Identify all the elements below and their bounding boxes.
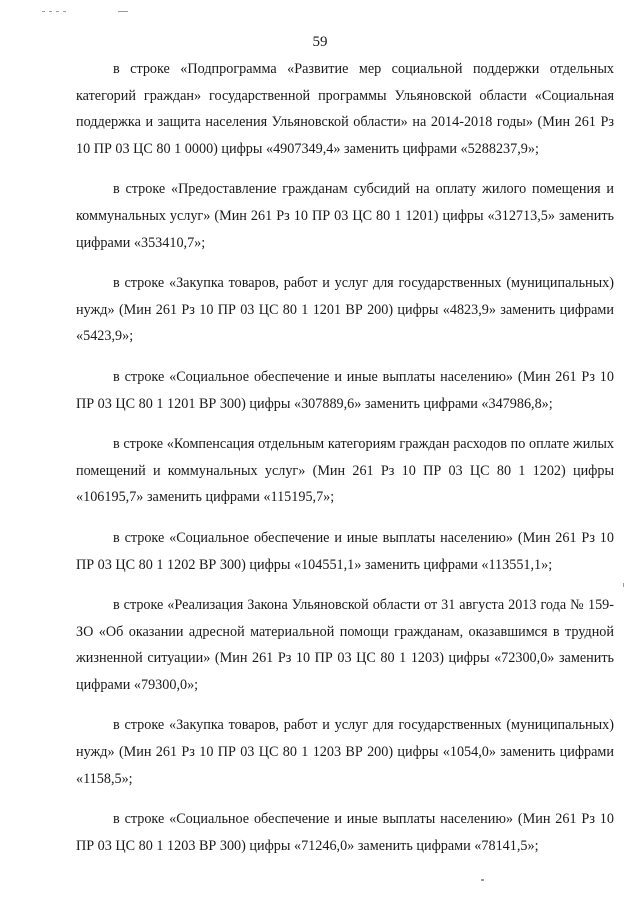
scan-artifact: [623, 583, 624, 587]
scan-artifact: [49, 11, 52, 12]
amendment-paragraph: в строке «Подпрограмма «Развитие мер социальной поддержки отдельных категорий граждан» государственной программы Ульяновской области «Социальная поддержка и защита населения Ульяновской области» на 2014-2018 годы» (Мин 261 Рз 10 ПР 03 ЦС 80 1 0000) цифры «4907349,4» заменить цифрами «5288237,9»;: [76, 61, 614, 157]
amendment-paragraph: в строке «Реализация Закона Ульяновской области от 31 августа 2013 года № 159-ЗО «Об оказании адресной материальной помощи гражданам, оказавшимся в трудной жизненной ситуации» (Мин 261 Рз 10 ПР 03 ЦС 80 1 1203) цифры «72300,0» заменить цифрами «79300,0»;: [76, 597, 614, 693]
amendment-paragraph: в строке «Социальное обеспечение и иные выплаты населению» (Мин 261 Рз 10 ПР 03 ЦС 80 1 1201 ВР 300) цифры «307889,6» заменить цифрами «347986,8»;: [76, 368, 614, 412]
amendment-paragraph: в строке «Закупка товаров, работ и услуг для государственных (муниципальных) нужд» (Мин 261 Рз 10 ПР 03 ЦС 80 1 1201 ВР 200) цифры «4823,9» заменить цифрами «5423,9»;: [76, 275, 614, 345]
amendment-paragraph: в строке «Социальное обеспечение и иные выплаты населению» (Мин 261 Рз 10 ПР 03 ЦС 80 1 1203 ВР 300) цифры «71246,0» заменить цифрами «78141,5»;: [76, 811, 614, 854]
amendment-paragraph: в строке «Социальное обеспечение и иные выплаты населению» (Мин 261 Рз 10 ПР 03 ЦС 80 1 1202 ВР 300) цифры «104551,1» заменить цифрами «113551,1»;: [76, 529, 614, 573]
scan-artifact: [63, 11, 66, 12]
scan-artifact: [56, 11, 59, 12]
document-body: [76, 56, 614, 873]
scan-artifact: [42, 11, 45, 12]
amendment-paragraph: в строке «Закупка товаров, работ и услуг для государственных (муниципальных) нужд» (Мин 261 Рз 10 ПР 03 ЦС 80 1 1203 ВР 200) цифры «1054,0» заменить цифрами «1158,5»;: [76, 717, 614, 787]
page-number: 59: [312, 34, 328, 50]
amendment-paragraph: в строке «Предоставление гражданам субсидий на оплату жилого помещения и коммунальных услуг» (Мин 261 Рз 10 ПР 03 ЦС 80 1 1201) цифры «312713,5» заменить цифрами «353410,7»;: [76, 181, 614, 251]
scan-artifact: [118, 11, 128, 12]
scan-artifact: [481, 879, 484, 881]
amendment-paragraph: в строке «Компенсация отдельным категориям граждан расходов по оплате жилых помещений и коммунальных услуг» (Мин 261 Рз 10 ПР 03 ЦС 80 1 1202) цифры «106195,7» заменить цифрами «115195,7»;: [76, 436, 614, 506]
